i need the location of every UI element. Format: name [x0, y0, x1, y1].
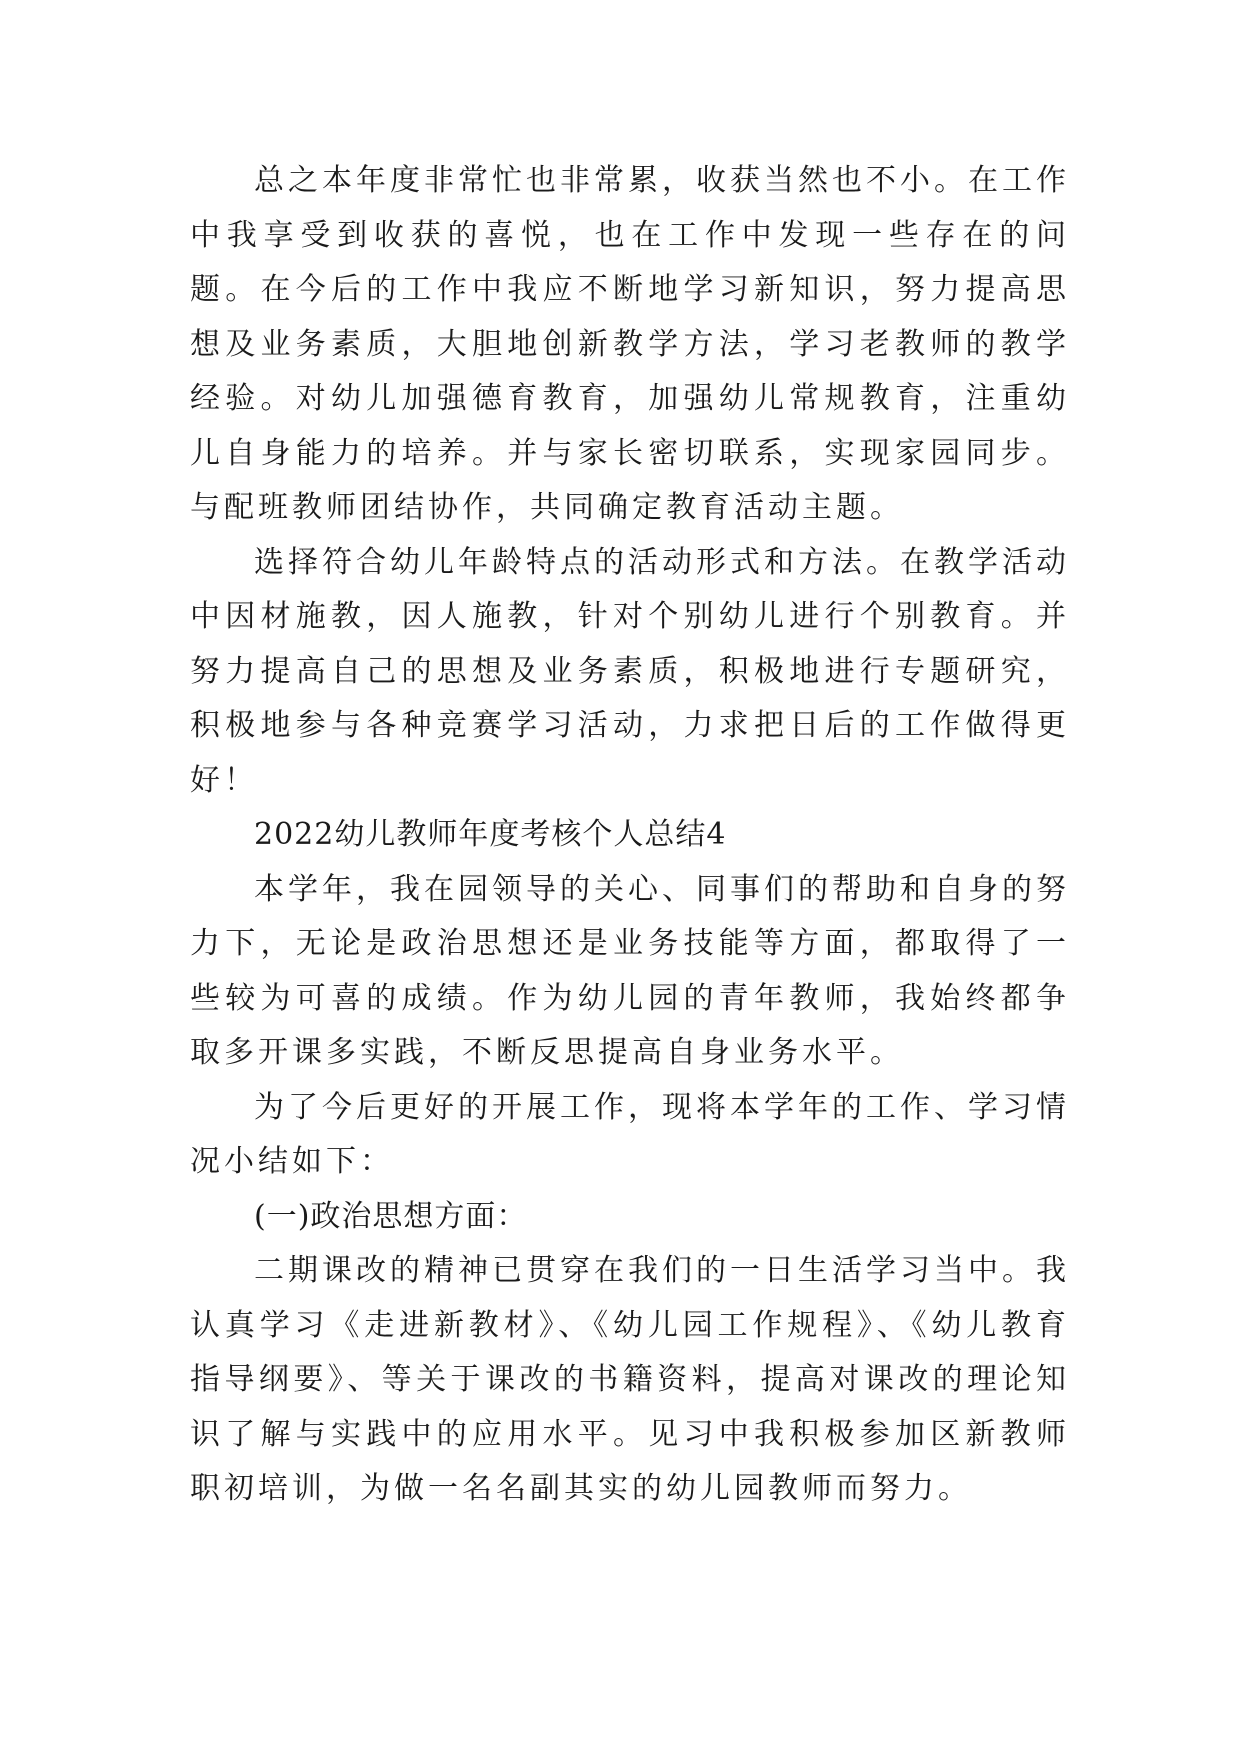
- paragraph-curriculum-reform: 二期课改的精神已贯穿在我们的一日生活学习当中。我认真学习《走进新教材》、《幼儿园工作规程》、《幼儿教育指导纲要》、等关于课改的书籍资料，提高对课改的理论知识了解与实践中的应用水平。见习中我积极参加区新教师职初培训，为做一名名副其实的幼儿园教师而努力。: [190, 1253, 1070, 1506]
- paragraph-summary: 总之本年度非常忙也非常累，收获当然也不小。在工作中我享受到收获的喜悦，也在工作中发现一些存在的问题。在今后的工作中我应不断地学习新知识，努力提高思想及业务素质，大胆地创新教学方法，学习老教师的教学经验。对幼儿加强德育教育，加强幼儿常规教育，注重幼儿自身能力的培养。并与家长密切联系，实现家园同步。与配班教师团结协作，共同确定教育活动主题。: [190, 163, 1070, 525]
- paragraph-intro: 本学年，我在园领导的关心、同事们的帮助和自身的努力下，无论是政治思想还是业务技能等方面，都取得了一些较为可喜的成绩。作为幼儿园的青年教师，我始终都争取多开课多实践，不断反思提高自身业务水平。: [190, 871, 1070, 1070]
- paragraph-overview: 为了今后更好的开展工作，现将本学年的工作、学习情况小结如下：: [190, 1089, 1070, 1179]
- paragraph-activities: 选择符合幼儿年龄特点的活动形式和方法。在教学活动中因材施教，因人施教，针对个别幼儿进行个别教育。并努力提高自己的思想及业务素质，积极地进行专题研究，积极地参与各种竞赛学习活动，力求把日后的工作做得更好！: [190, 544, 1070, 798]
- document-page: [190, 154, 1070, 1517]
- section-title: 2022幼儿教师年度考核个人总结4: [254, 817, 727, 852]
- subsection-title: (一)政治思想方面：: [254, 1198, 528, 1234]
